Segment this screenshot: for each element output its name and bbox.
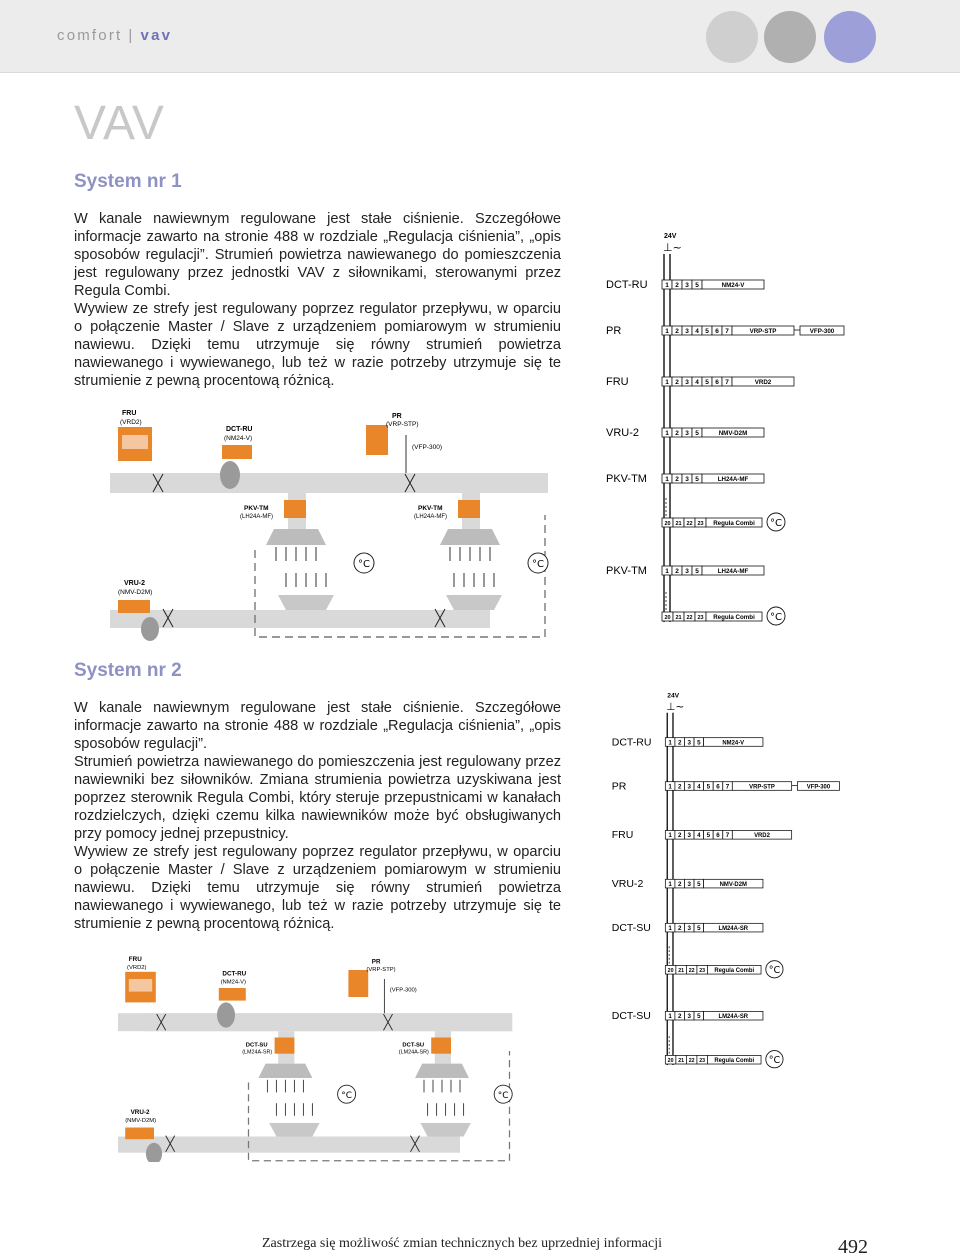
- brand-comfort: comfort: [57, 27, 123, 44]
- terminal-number: 21: [675, 615, 682, 621]
- device-name: NMV-D2M: [718, 430, 748, 437]
- terminal-number: 1: [668, 1013, 672, 1021]
- terminal-number: 5: [697, 739, 701, 747]
- wiring-group: [612, 692, 840, 1067]
- header-circle-2: [764, 11, 816, 63]
- header-circle-1: [706, 11, 758, 63]
- supply-symbol: ⊥~: [663, 241, 682, 254]
- exhaust-grille-icon: [278, 595, 334, 610]
- vru-sublabel: (NMV-D2M): [118, 589, 153, 596]
- terminal-number: 20: [667, 1058, 674, 1065]
- page-header: [0, 0, 960, 73]
- device-name: VRD2: [754, 379, 772, 386]
- terminal-number: 5: [706, 832, 711, 840]
- device-name: NM24-V: [722, 740, 745, 747]
- terminal-number: 5: [695, 476, 699, 483]
- supply-duct-segment: [138, 473, 548, 493]
- wiring-row-label: FRU: [606, 376, 629, 388]
- dct-label: DCT-RU: [226, 426, 253, 433]
- room-temperature-label: °C: [497, 1090, 509, 1101]
- room-temperature-label: °C: [358, 559, 370, 570]
- device-name: VRP-STP: [749, 328, 777, 335]
- dct-damper-blade: [217, 1002, 235, 1027]
- device-name: VRP-STP: [749, 784, 775, 791]
- unit-actuator: [284, 500, 306, 518]
- fru-sublabel: (VRD2): [120, 419, 142, 426]
- terminal-number: 2: [675, 328, 679, 335]
- terminal-number: 3: [685, 282, 689, 289]
- temperature-sensor-label: °C: [770, 518, 782, 529]
- terminal-number: 2: [675, 282, 679, 289]
- dct-sublabel: (NM24-V): [220, 979, 246, 986]
- vru-sublabel: (NMV-D2M): [125, 1118, 157, 1125]
- terminal-number: 2: [675, 568, 679, 575]
- terminal-number: 22: [688, 1058, 695, 1065]
- wiring-row-label: FRU: [611, 829, 634, 842]
- terminal-number: 3: [685, 379, 689, 386]
- system2-paragraph-2: Strumień powietrza nawiewanego do pomieszczenia jest regulowany przez nawiewniki bez siłowników. Zmiana strumienia powietrza uzyskiwana jest poprzez sterownik Regula Combi, który steruje przepustnicami w kanałach rozdzielczych, dzięki czemu kilka nawiewników może być obsługiwanych przy pomocy jednej przepustnicy.: [74, 754, 561, 842]
- dct-label: DCT-RU: [222, 970, 247, 978]
- diffuser-icon: [258, 1064, 312, 1078]
- terminal-number: 21: [678, 1058, 685, 1065]
- terminal-number: 1: [668, 925, 672, 933]
- system2-wiring-diagram: [606, 686, 860, 1080]
- vru-actuator: [125, 1128, 154, 1140]
- brand-separator: |: [128, 27, 135, 44]
- device-name: Regula Combi: [714, 968, 755, 975]
- terminal-number: 5: [695, 282, 699, 289]
- vru-damper-blade: [141, 617, 159, 641]
- terminal-number: 7: [725, 832, 730, 840]
- exhaust-grille-icon: [420, 1123, 470, 1137]
- supply-label: 24V: [664, 233, 677, 240]
- terminal-number: 7: [725, 379, 729, 386]
- system2-heading: System nr 2: [74, 660, 182, 681]
- system1-wiring-diagram: [600, 226, 860, 638]
- vru-label: VRU-2: [124, 580, 146, 587]
- room-temperature-label: °C: [532, 559, 544, 570]
- terminal-number: 3: [685, 328, 689, 335]
- system2-duct-diagram: [118, 952, 538, 1162]
- unit-label: DCT-SU: [245, 1042, 268, 1049]
- terminal-number: 4: [697, 832, 701, 840]
- supply-duct-segment: [143, 1013, 512, 1031]
- terminal-number: 22: [686, 615, 693, 621]
- terminal-number: 2: [675, 379, 679, 386]
- terminal-number: 23: [699, 1058, 706, 1065]
- dct-sublabel: (NM24-V): [224, 435, 253, 442]
- exhaust-grille-icon: [269, 1123, 319, 1137]
- device-name: VRD2: [754, 833, 770, 840]
- terminal-number: 7: [725, 783, 730, 791]
- terminal-number: 1: [665, 282, 669, 289]
- terminal-number: 20: [667, 968, 674, 975]
- unit-label: PKV-TM: [244, 505, 269, 512]
- terminal-number: 3: [687, 881, 691, 889]
- terminal-number: 3: [685, 430, 689, 437]
- fru-display: [122, 435, 148, 449]
- terminal-number: 4: [697, 783, 701, 791]
- wiring-row-label: DCT-SU: [611, 921, 651, 934]
- exhaust-grille-icon: [446, 595, 502, 610]
- terminal-number: 4: [695, 328, 699, 335]
- terminal-number: 1: [665, 430, 669, 437]
- terminal-number: 22: [686, 521, 693, 527]
- wiring-row-label: DCT-SU: [611, 1010, 651, 1023]
- terminal-number: 23: [697, 615, 704, 621]
- terminal-number: 3: [685, 568, 689, 575]
- system1-duct-diagram: [110, 405, 570, 650]
- terminal-number: 5: [705, 379, 709, 386]
- terminal-number: 6: [716, 832, 720, 840]
- temperature-sensor-label: °C: [768, 965, 781, 977]
- extra-device-name: VFP-300: [806, 784, 831, 791]
- terminal-number: 5: [697, 881, 701, 889]
- terminal-number: 5: [695, 568, 699, 575]
- terminal-number: 21: [675, 521, 682, 527]
- terminal-number: 1: [668, 783, 672, 791]
- terminal-number: 3: [687, 1013, 691, 1021]
- terminal-number: 6: [715, 379, 719, 386]
- pr-sublabel: (VRP-STP): [386, 421, 419, 428]
- fru-label: FRU: [128, 956, 142, 963]
- terminal-number: 2: [677, 739, 682, 747]
- terminal-number: 1: [665, 568, 669, 575]
- terminal-number: 1: [665, 476, 669, 483]
- terminal-number: 1: [665, 379, 669, 386]
- wiring-row-label: PR: [611, 780, 627, 793]
- terminal-number: 5: [695, 430, 699, 437]
- vru-actuator: [118, 600, 150, 613]
- terminal-number: 4: [695, 379, 699, 386]
- device-name: LM24A-SR: [718, 1014, 749, 1021]
- footer-disclaimer: Zastrzega się możliwość zmian technicznych bez uprzedniej informacji: [262, 1236, 662, 1251]
- supply-symbol: ⊥~: [666, 700, 685, 713]
- dct-actuator: [219, 988, 246, 1001]
- pr-label: PR: [371, 958, 381, 966]
- terminal-number: 21: [678, 968, 685, 975]
- terminal-number: 6: [716, 783, 720, 791]
- page-number: 492: [838, 1236, 868, 1258]
- device-name: LM24A-SR: [718, 926, 749, 933]
- vfp-label: (VFP-300): [412, 444, 442, 451]
- terminal-number: 2: [677, 1013, 682, 1021]
- brand-label: [57, 27, 172, 44]
- wiring-row-label: PKV-TM: [606, 473, 647, 485]
- unit-actuator: [275, 1038, 295, 1054]
- duct-group: [110, 410, 548, 641]
- wiring-row-label: PKV-TM: [606, 565, 647, 577]
- device-name: LH24A-MF: [717, 568, 749, 575]
- diffuser-icon: [266, 529, 326, 545]
- unit-sublabel: (LH24A-MF): [240, 514, 274, 520]
- terminal-number: 5: [705, 328, 709, 335]
- terminal-number: 20: [664, 615, 671, 621]
- temperature-sensor-label: °C: [768, 1055, 781, 1067]
- system1-paragraph-1: W kanale nawiewnym regulowane jest stałe ciśnienie. Szczegółowe informacje zawarto na stronie 488 w rozdziale „Regulacja ciśnienia”, „opis sposobów regulacji”. Strumień powietrza nawiewanego do pomieszczenia jest regulowany przez jednostki VAV z siłownikami, sterowanymi przez Regula Combi.: [74, 211, 561, 299]
- dct-actuator: [222, 445, 252, 459]
- device-name: LH24A-MF: [717, 476, 749, 483]
- unit-sublabel: (LH24A-MF): [414, 514, 448, 520]
- terminal-number: 2: [675, 476, 679, 483]
- system2-paragraph-1: W kanale nawiewnym regulowane jest stałe ciśnienie. Szczegółowe informacje zawarto na stronie 488 w rozdziale „Regulacja ciśnienia”, „opis sposobów regulacji”.: [74, 700, 561, 752]
- terminal-number: 2: [677, 881, 682, 889]
- terminal-number: 3: [685, 476, 689, 483]
- terminal-number: 6: [715, 328, 719, 335]
- unit-label: DCT-SU: [402, 1042, 425, 1049]
- wiring-row-label: VRU-2: [611, 877, 644, 890]
- diffuser-icon: [440, 529, 500, 545]
- supply-label: 24V: [667, 692, 680, 700]
- brand-vav: vav: [140, 27, 173, 44]
- duct-group: [118, 956, 512, 1162]
- unit-actuator: [431, 1038, 451, 1054]
- dct-damper-blade: [220, 461, 240, 489]
- terminal-number: 5: [706, 783, 711, 791]
- device-name: Regula Combi: [714, 1058, 755, 1065]
- system1-paragraph-2: Wywiew ze strefy jest regulowany poprzez regulator przepływu, w oparciu o połączenie Master / Slave z urządzeniem pomiarowym w strumieniu nawiewu. Dzięki temu utrzymuje się równy strumień powietrza nawiewanego i wywiewanego, lub też w razie potrzeby utrzymuje się te strumienie z pewną procentową różnicą.: [74, 301, 561, 389]
- extra-device-name: VFP-300: [809, 328, 835, 335]
- terminal-number: 23: [697, 521, 704, 527]
- pr-label: PR: [392, 413, 402, 420]
- terminal-number: 1: [665, 328, 669, 335]
- terminal-number: 1: [668, 832, 672, 840]
- vru-label: VRU-2: [130, 1109, 150, 1116]
- terminal-number: 5: [697, 925, 701, 933]
- wiring-group: [606, 233, 844, 625]
- device-name: NMV-D2M: [719, 882, 747, 889]
- terminal-number: 22: [688, 968, 695, 975]
- unit-sublabel: (LM24A-SR): [242, 1049, 273, 1056]
- wiring-row-label: DCT-RU: [606, 279, 648, 291]
- terminal-number: 2: [677, 783, 682, 791]
- room-temperature-label: °C: [341, 1090, 352, 1101]
- wiring-row-label: VRU-2: [606, 427, 640, 439]
- terminal-number: 2: [675, 430, 679, 437]
- header-circle-4: [824, 11, 876, 63]
- wiring-row-label: DCT-RU: [611, 736, 652, 749]
- system1-heading: System nr 1: [74, 171, 182, 192]
- vfp-label: (VFP-300): [389, 987, 417, 994]
- terminal-number: 3: [687, 832, 691, 840]
- fru-sublabel: (VRD2): [127, 965, 147, 972]
- terminal-number: 23: [699, 968, 706, 975]
- system2-paragraph-3: Wywiew ze strefy jest regulowany poprzez regulator przepływu, w oparciu o połączenie Master / Slave z urządzeniem pomiarowym w strumieniu nawiewu. Dzięki temu utrzymuje się równy strumień powietrza nawiewanego i wywiewanego, lub też w razie potrzeby utrzymuje się te strumienie z pewną procentową różnicą.: [74, 844, 561, 932]
- terminal-number: 3: [687, 739, 691, 747]
- page-title: VAV: [74, 97, 165, 150]
- wiring-row-label: PR: [606, 325, 622, 337]
- fru-display: [129, 979, 152, 992]
- terminal-number: 2: [677, 925, 682, 933]
- system2-text: [74, 699, 561, 933]
- terminal-number: 7: [725, 328, 729, 335]
- terminal-number: 2: [677, 832, 682, 840]
- fru-label: FRU: [122, 410, 137, 417]
- pr-sublabel: (VRP-STP): [366, 966, 396, 973]
- pr-controller: [366, 425, 388, 455]
- diffuser-icon: [415, 1064, 469, 1078]
- unit-label: PKV-TM: [418, 505, 443, 512]
- terminal-number: 1: [668, 881, 672, 889]
- temperature-sensor-label: °C: [770, 612, 782, 623]
- terminal-number: 20: [664, 521, 671, 527]
- device-name: NM24-V: [721, 282, 745, 289]
- device-name: Regula Combi: [713, 614, 755, 621]
- system1-text: [74, 210, 561, 390]
- device-name: Regula Combi: [713, 520, 755, 527]
- unit-sublabel: (LM24A-SR): [398, 1049, 429, 1056]
- unit-actuator: [458, 500, 480, 518]
- terminal-number: 3: [687, 783, 691, 791]
- terminal-number: 3: [687, 925, 691, 933]
- terminal-number: 1: [668, 739, 672, 747]
- pr-controller: [348, 970, 368, 997]
- terminal-number: 5: [697, 1013, 701, 1021]
